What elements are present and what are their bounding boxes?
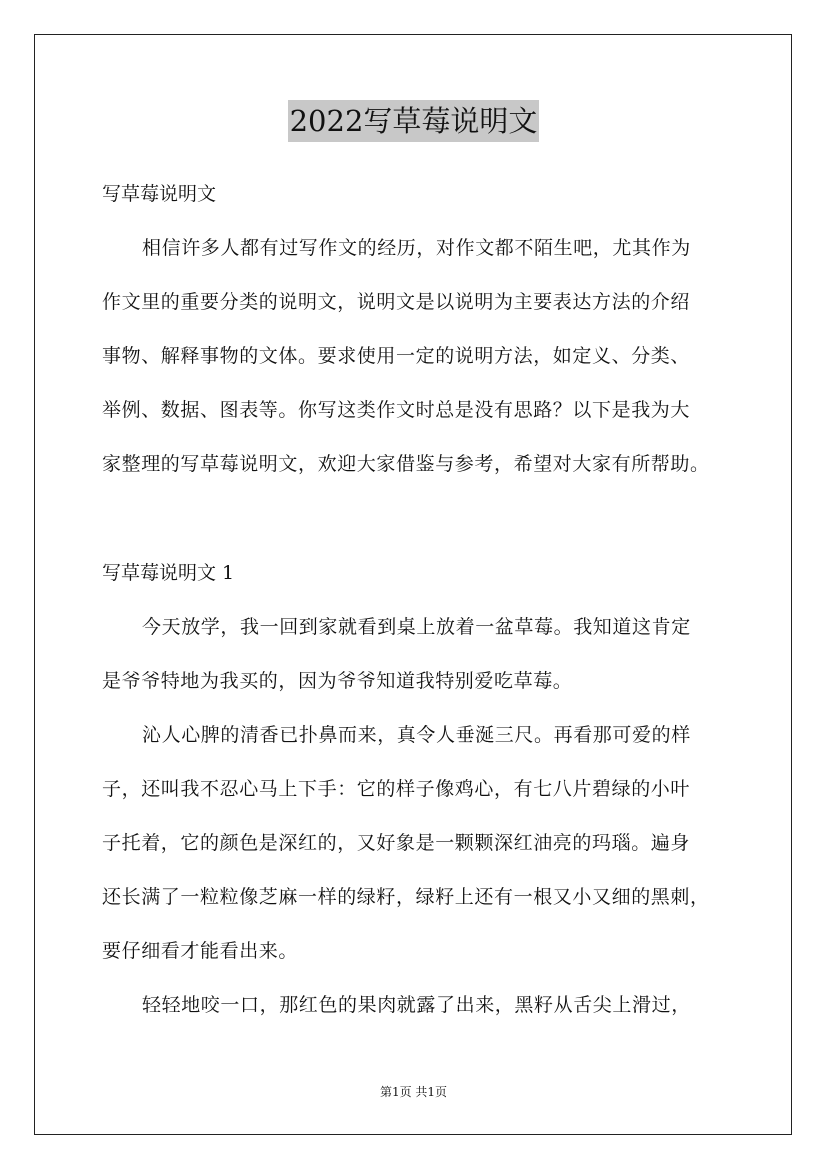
section-heading-intro: 写草莓说明文	[102, 183, 217, 205]
section-heading-1: 写草莓说明文 1	[102, 562, 235, 584]
paragraph-line: 事物、解释事物的文体。要求使用一定的说明方法，如定义、分类、	[102, 345, 691, 367]
paragraph-line: 轻轻地咬一口，那红色的果肉就露了出来，黑籽从舌尖上滑过，	[142, 994, 691, 1016]
page-footer: 第1页 共1页	[379, 1085, 448, 1099]
paragraph-line: 还长满了一粒粒像芝麻一样的绿籽，绿籽上还有一根又小又细的黑刺，	[102, 886, 710, 908]
paragraph-line: 子托着，它的颜色是深红的，又好象是一颗颗深红油亮的玛瑙。遍身	[102, 832, 691, 854]
paragraph-line: 沁人心脾的清香已扑鼻而来，真令人垂涎三尺。再看那可爱的样	[142, 724, 691, 746]
paragraph-line: 是爷爷特地为我买的，因为爷爷知道我特别爱吃草莓。	[102, 670, 573, 692]
paragraph-line: 子，还叫我不忍心马上下手：它的样子像鸡心，有七八片碧绿的小叶	[102, 778, 691, 800]
paragraph-line: 要仔细看才能看出来。	[102, 940, 299, 962]
paragraph-line: 举例、数据、图表等。你写这类作文时总是没有思路？以下是我为大	[102, 399, 691, 421]
paragraph-line: 今天放学，我一回到家就看到桌上放着一盆草莓。我知道这肯定	[142, 616, 691, 638]
document-title: 2022写草莓说明文	[288, 100, 540, 142]
paragraph-line: 作文里的重要分类的说明文，说明文是以说明为主要表达方法的介绍	[102, 291, 691, 313]
paragraph-line: 家整理的写草莓说明文，欢迎大家借鉴与参考，希望对大家有所帮助。	[102, 453, 710, 475]
paragraph-line: 相信许多人都有过写作文的经历，对作文都不陌生吧，尤其作为	[142, 237, 691, 259]
title-container	[0, 100, 827, 142]
